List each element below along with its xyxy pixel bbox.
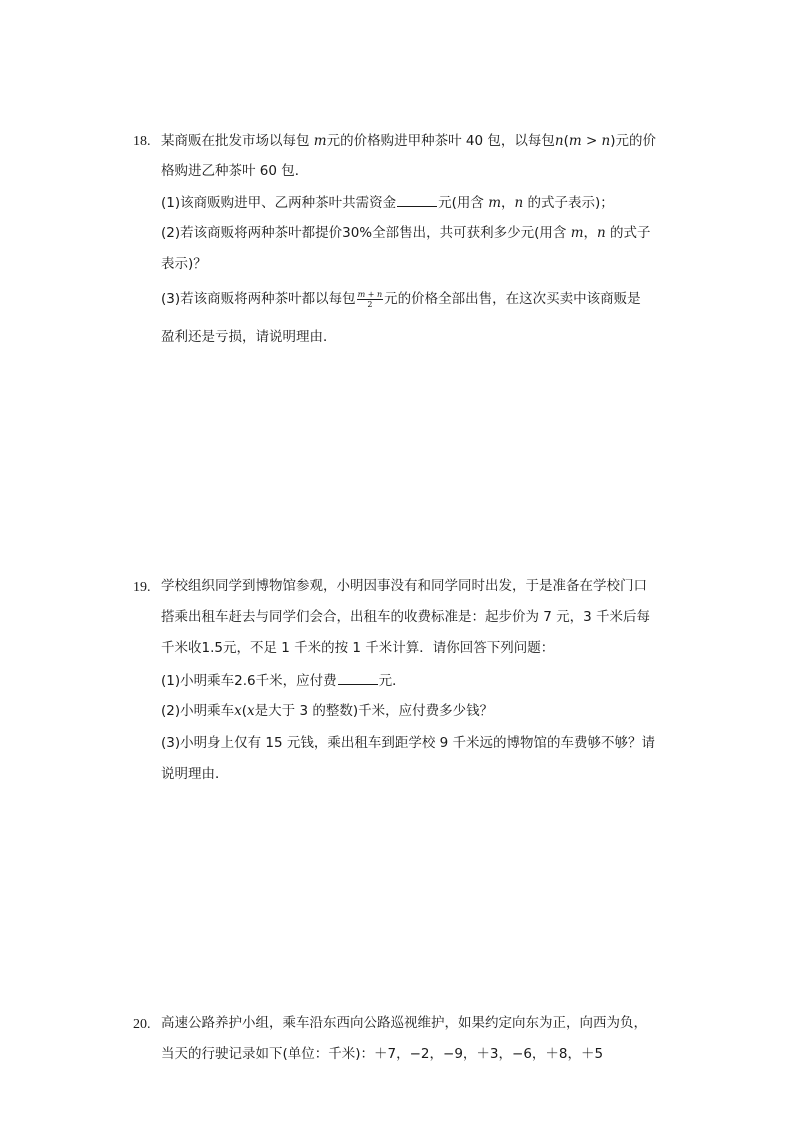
answer-blank[interactable] <box>338 670 378 685</box>
answer-blank[interactable] <box>397 192 437 207</box>
question-text-line: 当天的行驶记录如下(单位：千米)：＋7，−2，−9，＋3，−6，＋8，＋5 <box>161 1046 604 1062</box>
question-text-line: 说明理由． <box>161 766 229 782</box>
question-text-line: 格购进乙种茶叶 60 包． <box>161 163 309 179</box>
sub-question-3: (3)小明身上仅有 15 元钱，乘出租车到距学校 9 千米远的博物馆的车费够不够？请 <box>161 735 656 751</box>
question-text-line: 表示)？ <box>161 256 207 272</box>
sub-question-1: (1)小明乘车2.6千米，应付费 元． <box>161 670 406 691</box>
question-number: 18. <box>133 134 151 149</box>
sub-question-3: (3)若该商贩将两种茶叶都以每包 $\frac{m + n}{2}$ 元的价格全部出售，在这次买卖中该商贩是 <box>161 289 641 309</box>
question-text-line: 高速公路养护小组，乘车沿东西向公路巡视维护，如果约定向东为正，向西为负， <box>161 1015 647 1031</box>
fraction: $\frac{m + n}{2}$ <box>357 289 383 309</box>
question-text-line: 搭乘出租车赶去与同学们会合，出租车的收费标准是：起步价为 7 元，3 千米后每 <box>161 609 651 625</box>
question-text-line: 盈利还是亏损，请说明理由． <box>161 329 337 345</box>
question-number: 20. <box>133 1017 151 1032</box>
question-number: 19. <box>133 580 151 595</box>
sub-question-1: (1)该商贩购进甲、乙两种茶叶共需资金 元(用含 m，n 的式子表示)； <box>161 192 614 213</box>
question-text-line: 学校组织同学到博物馆参观，小明因事没有和同学同时出发，于是准备在学校门口 <box>161 578 647 594</box>
sub-question-2: (2)若该商贩将两种茶叶都提价30%全部售出，共可获利多少元(用含 m，n 的式子 <box>161 225 651 241</box>
question-text-line: 千米收1.5元，不足 1 千米的按 1 千米计算．请你回答下列问题： <box>161 640 555 656</box>
question-text-line: 某商贩在批发市场以每包 m元的价格购进甲种茶叶 40 包，以每包n(m > n)元的价 <box>161 133 657 149</box>
sub-question-2: (2)小明乘车x(x是大于 3 的整数)千米，应付费多少钱？ <box>161 703 494 719</box>
